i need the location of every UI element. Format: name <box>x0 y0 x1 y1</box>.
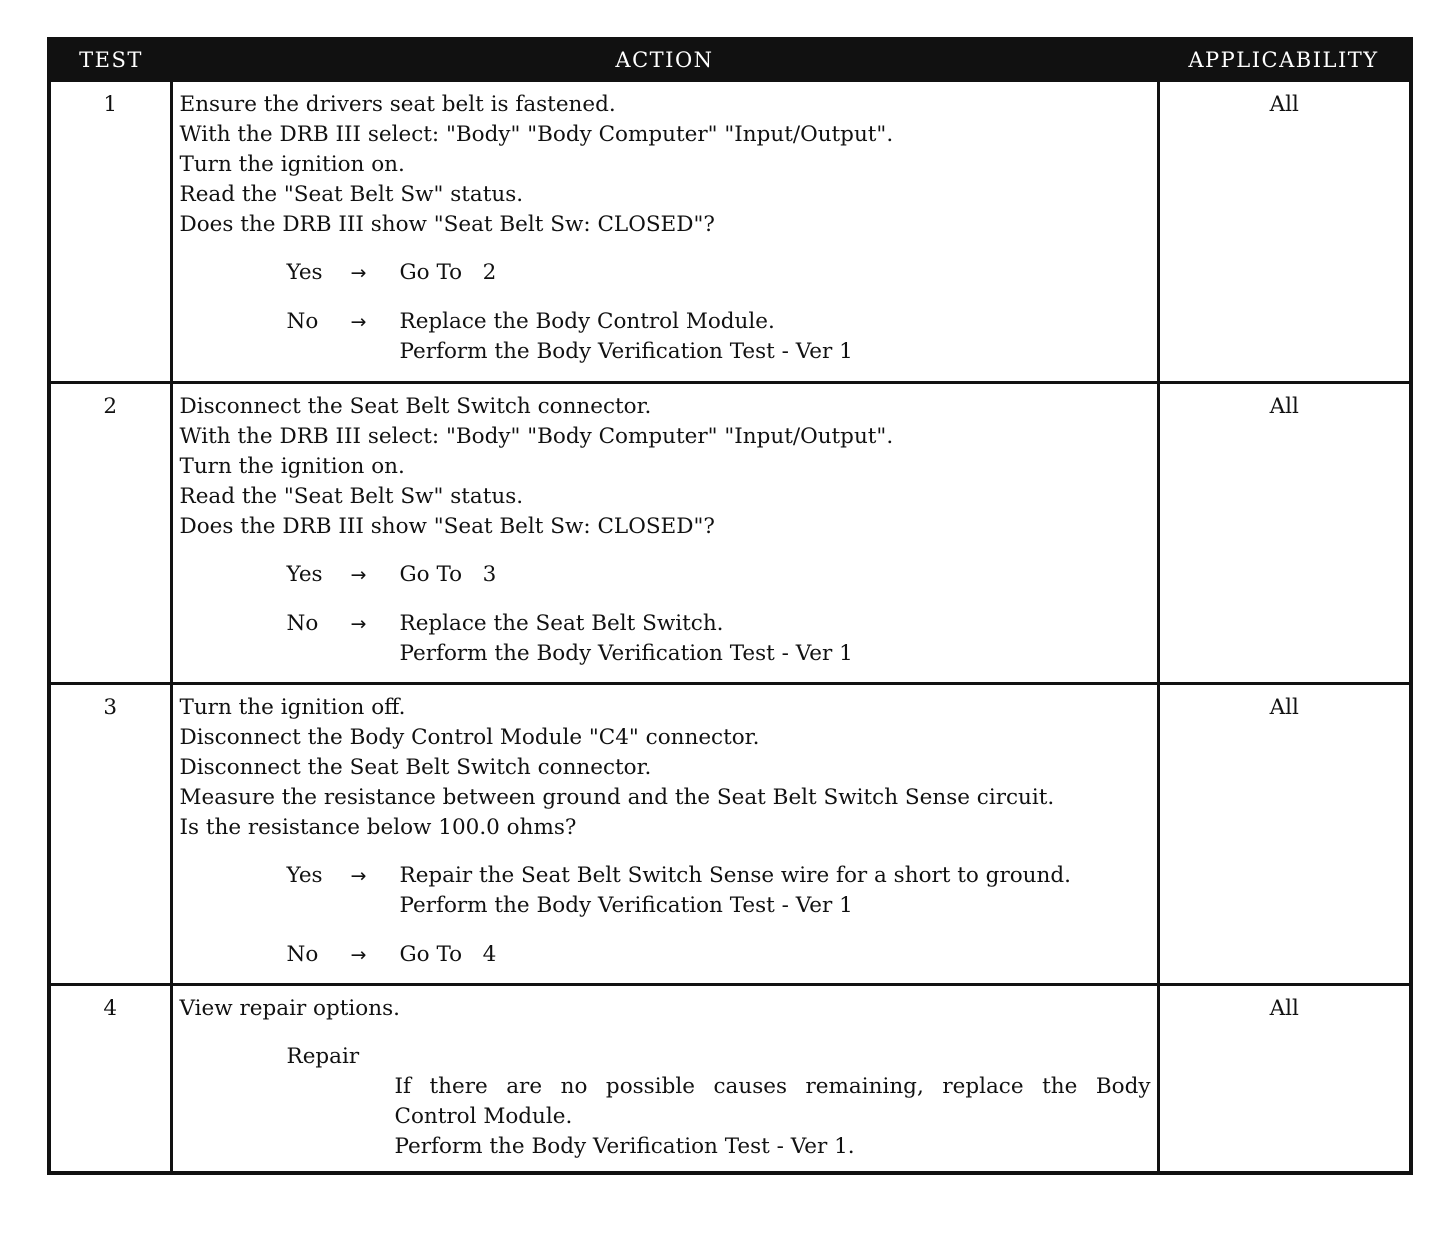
branch-list <box>180 560 1151 669</box>
arrow-right-icon: → <box>350 613 367 635</box>
branch-label: No <box>286 309 319 334</box>
action-step: With the DRB III select: "Body" "Body Computer" "Input/Output". <box>179 424 894 449</box>
applicability-cell: All <box>1158 383 1409 684</box>
test-number: 1 <box>51 81 171 383</box>
branch-result <box>400 307 1151 367</box>
applicability-cell: All <box>1158 684 1409 985</box>
branch-line: Repair the Seat Belt Switch Sense wire for a short to ground. <box>399 863 1071 888</box>
diagnostic-test-table <box>47 37 1413 1175</box>
test-row-3 <box>51 684 1409 985</box>
header-row <box>51 41 1409 81</box>
test-table <box>51 41 1409 1171</box>
repair-options <box>180 1042 1151 1162</box>
action-cell <box>171 985 1158 1172</box>
branch-label: Yes <box>286 562 323 587</box>
action-step: Read the "Seat Belt Sw" status. <box>179 182 524 207</box>
action-step: Turn the ignition on. <box>179 454 405 479</box>
test-number: 3 <box>51 684 171 985</box>
branch-line: Perform the Body Verification Test - Ver 1 <box>399 893 853 918</box>
action-step: Turn the ignition on. <box>179 152 405 177</box>
branch-line: Go To 3 <box>399 562 497 587</box>
action-step: Disconnect the Body Control Module "C4" connector. <box>179 725 760 750</box>
header-test: TEST <box>51 41 171 81</box>
action-step: Turn the ignition off. <box>179 695 406 720</box>
branch-label: No <box>286 611 319 636</box>
branch-result <box>400 560 1151 590</box>
repair-line: If there are no possible causes remaining, replace the Body <box>394 1074 1151 1099</box>
branch-no <box>287 307 1151 367</box>
branch-list <box>180 258 1151 367</box>
arrow-right-icon: → <box>350 311 367 333</box>
arrow-right-icon: → <box>350 944 367 966</box>
arrow-right-icon: → <box>350 262 367 284</box>
action-cell <box>171 81 1158 383</box>
test-row-4 <box>51 985 1409 1172</box>
applicability-cell: All <box>1158 81 1409 383</box>
action-step: View repair options. <box>179 996 400 1021</box>
branch-result <box>400 940 1151 970</box>
branch-no <box>287 940 1151 970</box>
header-action: ACTION <box>171 41 1158 81</box>
branch-yes <box>287 258 1151 288</box>
branch-label: No <box>286 942 319 967</box>
action-step: Does the DRB III show "Seat Belt Sw: CLOSED"? <box>179 212 715 237</box>
repair-line: Perform the Body Verification Test - Ver 1. <box>394 1134 855 1159</box>
action-step: Ensure the drivers seat belt is fastened. <box>179 92 616 117</box>
branch-label: Yes <box>286 260 323 285</box>
action-cell <box>171 383 1158 684</box>
branch-line: Replace the Seat Belt Switch. <box>399 611 724 636</box>
branch-no <box>287 609 1151 669</box>
branch-yes <box>287 560 1151 590</box>
branch-result <box>400 258 1151 288</box>
branch-list <box>180 861 1151 970</box>
action-step: Does the DRB III show "Seat Belt Sw: CLOSED"? <box>179 514 715 539</box>
arrow-right-icon: → <box>350 865 367 887</box>
branch-line: Replace the Body Control Module. <box>399 309 775 334</box>
test-row-2 <box>51 383 1409 684</box>
branch-result <box>400 861 1151 921</box>
branch-label: Yes <box>286 863 323 888</box>
applicability-cell: All <box>1158 985 1409 1172</box>
repair-label: Repair <box>286 1044 360 1069</box>
header-applicability: APPLICABILITY <box>1158 41 1409 81</box>
branch-yes <box>287 861 1151 921</box>
repair-line: Control Module. <box>394 1104 573 1129</box>
action-step: Read the "Seat Belt Sw" status. <box>179 484 524 509</box>
arrow-right-icon: → <box>350 564 367 586</box>
test-number: 4 <box>51 985 171 1172</box>
branch-line: Go To 4 <box>399 942 497 967</box>
action-step: Is the resistance below 100.0 ohms? <box>179 815 577 840</box>
action-step: With the DRB III select: "Body" "Body Computer" "Input/Output". <box>179 122 894 147</box>
branch-result <box>400 609 1151 669</box>
action-step: Measure the resistance between ground and the Seat Belt Switch Sense circuit. <box>179 785 1055 810</box>
repair-text <box>395 1072 1151 1162</box>
action-cell <box>171 684 1158 985</box>
test-number: 2 <box>51 383 171 684</box>
branch-line: Go To 2 <box>399 260 497 285</box>
test-row-1 <box>51 81 1409 383</box>
branch-line: Perform the Body Verification Test - Ver 1 <box>399 339 853 364</box>
branch-line: Perform the Body Verification Test - Ver 1 <box>399 641 853 666</box>
action-step: Disconnect the Seat Belt Switch connector. <box>179 755 652 780</box>
action-step: Disconnect the Seat Belt Switch connector. <box>179 394 652 419</box>
